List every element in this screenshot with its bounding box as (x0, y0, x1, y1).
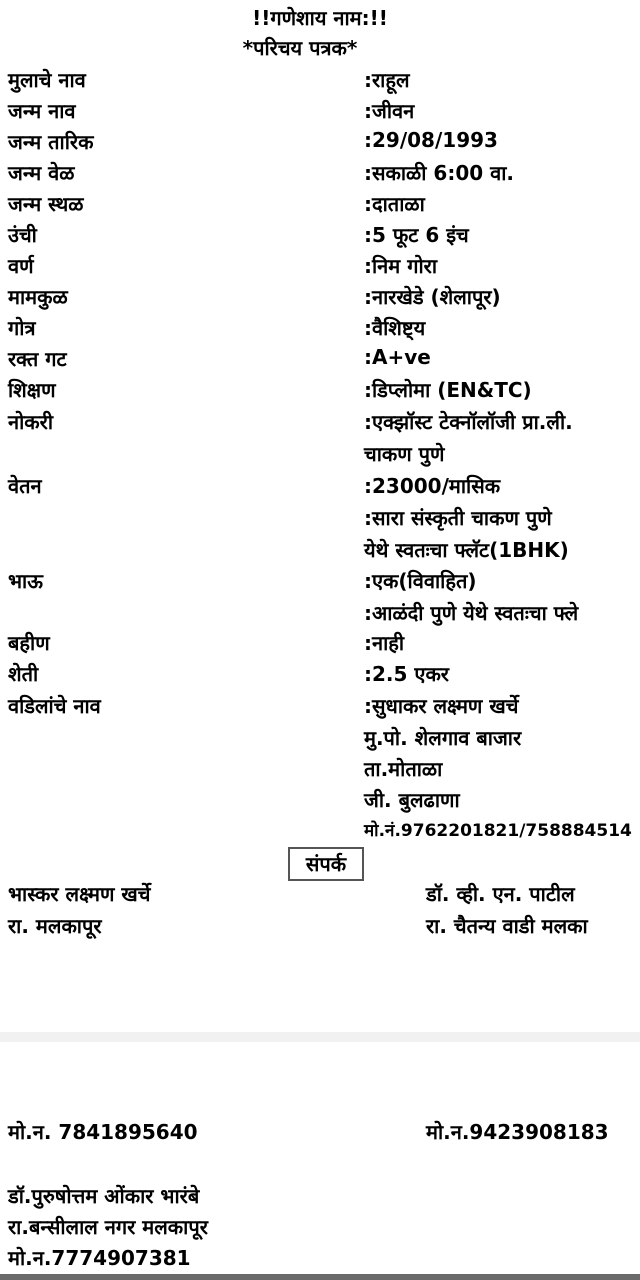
detail-row-farm (0, 660, 640, 691)
contact-heading: संपर्क (288, 847, 364, 881)
detail-label: रक्त गट (8, 347, 67, 371)
contact-person-2-phone: मो.न.9423908183 (426, 1120, 609, 1144)
detail-label: मुलाचे नाव (8, 68, 86, 92)
detail-value: :एक्झॉस्ट टेक्नॉलॉजी प्रा.ली. (364, 410, 573, 434)
address-line-2: ता.मोताळा (364, 757, 443, 781)
detail-row-maternal-family (0, 283, 640, 314)
detail-row-sister (0, 629, 640, 660)
detail-label: शिक्षण (8, 378, 56, 402)
contact-person-3-place: रा.बन्सीलाल नगर मलकापूर (8, 1215, 208, 1239)
contact-person-1-name: भास्कर लक्ष्मण खर्चे (8, 882, 151, 906)
contact-person-1-phone: मो.न. 7841895640 (8, 1120, 198, 1144)
contact-person-2-name: डॉ. व्ही. एन. पाटील (426, 882, 575, 906)
detail-row-height (0, 221, 640, 252)
detail-label: उंची (8, 223, 37, 247)
detail-label: नोकरी (8, 410, 53, 434)
detail-value: :वैशिष्ट्य (364, 316, 426, 340)
detail-label: जन्म वेळ (8, 161, 75, 185)
property-line-1: :सारा संस्कृती चाकण पुणे (364, 506, 552, 530)
detail-value: :दाताळा (364, 192, 425, 216)
detail-label: जन्म स्थळ (8, 192, 84, 216)
contact-person-1-place: रा. मलकापूर (8, 914, 102, 938)
detail-value: :सकाळी 6:00 वा. (364, 161, 515, 185)
detail-row-birth-place (0, 190, 640, 221)
page-gap (0, 1032, 640, 1042)
detail-row-father-name (0, 692, 640, 723)
brother-property: :आळंदी पुणे येथे स्वतःचा फ्ले (364, 601, 579, 625)
contact-person-2-place: रा. चैतन्य वाडी मलका (426, 914, 588, 938)
detail-value: :निम गोरा (364, 254, 438, 278)
bottom-border (0, 1274, 640, 1280)
detail-value: :नाही (364, 631, 405, 655)
invocation-heading: !!गणेशाय नाम:!! (252, 6, 388, 30)
address-line-1: मु.पो. शेलगाव बाजार (364, 726, 522, 750)
detail-row-salary (0, 472, 640, 503)
detail-row-birth-date (0, 128, 640, 159)
detail-label: मामकुळ (8, 285, 68, 309)
detail-label: शेती (8, 662, 39, 686)
property-line-2: येथे स्वतःचा फ्लॅट(1BHK) (364, 538, 569, 562)
detail-value: :सुधाकर लक्ष्मण खर्चे (364, 694, 519, 718)
detail-label: जन्म तारिक (8, 130, 94, 154)
detail-row-complexion (0, 252, 640, 283)
address-line-3: जी. बुलढाणा (364, 788, 460, 812)
document-title: *परिचय पत्रक* (242, 36, 358, 60)
detail-label: वडिलांचे नाव (8, 694, 101, 718)
detail-row-birth-name (0, 97, 640, 128)
detail-value: :23000/मासिक (364, 474, 501, 498)
detail-row-name (0, 66, 640, 97)
biodata-page-bottom (0, 1042, 640, 1280)
detail-row-gotra (0, 314, 640, 345)
phone-numbers: मो.नं.9762201821/758884514 (364, 821, 632, 841)
detail-value: :राहूल (364, 68, 410, 92)
detail-row-brother (0, 567, 640, 598)
detail-value: :29/08/1993 (364, 128, 498, 152)
detail-value: :नारखेडे (शेलापूर) (364, 285, 501, 309)
detail-label: गोत्र (8, 316, 36, 340)
detail-row-education (0, 376, 640, 407)
detail-label: बहीण (8, 631, 50, 655)
detail-value: :A+ve (364, 345, 431, 369)
detail-value: :2.5 एकर (364, 662, 449, 686)
detail-value: :जीवन (364, 99, 415, 123)
detail-value: :एक(विवाहित) (364, 569, 477, 593)
detail-value: :डिप्लोमा (EN&TC) (364, 378, 532, 402)
contact-person-3-phone: मो.न.7774907381 (8, 1246, 191, 1270)
detail-value: :5 फूट 6 इंच (364, 223, 469, 247)
contact-person-3-name: डॉ.पुरुषोत्तम ओंकार भारंबे (8, 1184, 200, 1208)
detail-row-birth-time (0, 159, 640, 190)
detail-label: जन्म नाव (8, 99, 76, 123)
detail-row-job (0, 408, 640, 439)
detail-label: वर्ण (8, 254, 34, 278)
detail-label: वेतन (8, 474, 42, 498)
detail-row-blood-group (0, 345, 640, 376)
job-location: चाकण पुणे (364, 442, 445, 466)
detail-label: भाऊ (8, 569, 43, 593)
